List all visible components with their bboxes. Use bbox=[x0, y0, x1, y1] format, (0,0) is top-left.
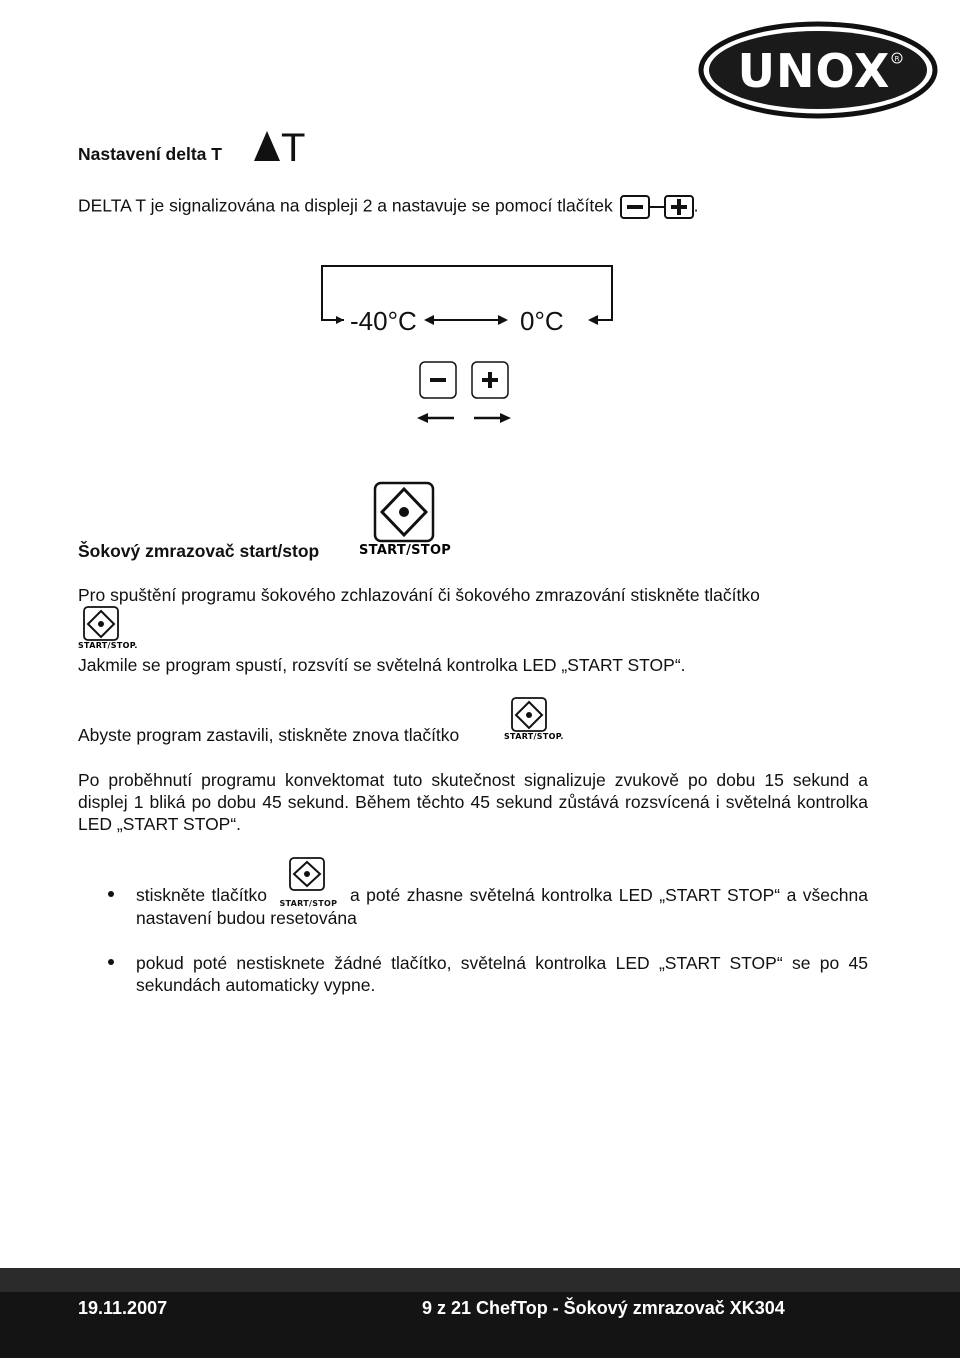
bullet-auto-off bbox=[136, 952, 868, 996]
footer-page-info: 9 z 21 ChefTop - Šokový zmrazovač XK304 bbox=[422, 1298, 785, 1318]
delta-triangle-icon bbox=[254, 131, 280, 161]
bullet-reset-before: stiskněte tlačítko bbox=[136, 885, 267, 905]
footer-date: 19.11.2007 bbox=[78, 1298, 168, 1318]
startstop-heading bbox=[78, 540, 319, 562]
delta-heading bbox=[78, 143, 222, 165]
delta-t-symbol bbox=[250, 125, 310, 165]
unox-logo bbox=[698, 20, 938, 120]
paragraph-start-text: Pro spuštění programu šokového zchlazování či šokového zmrazování stiskněte tlačítko bbox=[78, 585, 760, 605]
minus-plus-buttons-icon bbox=[620, 194, 694, 220]
minus-plus-diagram bbox=[414, 360, 514, 432]
delta-description bbox=[78, 194, 878, 220]
logo-text: UNOX bbox=[737, 44, 891, 98]
paragraph-start bbox=[78, 584, 868, 606]
bullet-reset-after: a poté zhasne světelná kontrolka LED „START STOP“ a všechna nastavení budou resetována bbox=[136, 885, 868, 929]
start-stop-label: START/STOP bbox=[359, 543, 452, 558]
min-temperature: -40°C bbox=[350, 306, 417, 336]
delta-heading-text: Nastavení delta T bbox=[78, 144, 222, 164]
start-stop-bullet-label: START/STOP bbox=[279, 899, 338, 909]
paragraph-finish-text: Po proběhnutí programu konvektomat tuto skutečnost signalizuje zvukově po dobu 15 sekund a displej 1 bliká po dobu 45 sekund. Během těchto 45 sekund zůstává rozsvícená i světelná kontrolka LED „START STOP“. bbox=[78, 770, 868, 834]
delta-description-text: DELTA T je signalizována na displeji 2 a nastavuje se pomocí tlačítek bbox=[78, 195, 613, 216]
bullet-marker bbox=[108, 891, 114, 897]
paragraph-finish bbox=[78, 769, 868, 835]
bullet-marker bbox=[108, 959, 114, 965]
bullet-auto-off-text: pokud poté nestisknete žádné tlačítko, světelná kontrolka LED „START STOP“ se po 45 sekundách automaticky vypne. bbox=[136, 953, 868, 995]
start-stop-inline-label: START/STOP. bbox=[504, 732, 564, 741]
paragraph-stop bbox=[78, 724, 459, 746]
arrow-left-icon bbox=[417, 413, 428, 423]
paragraph-led-on bbox=[78, 654, 868, 676]
max-temperature: 0°C bbox=[520, 306, 564, 336]
start-stop-button-icon bbox=[358, 480, 452, 562]
paragraph-stop-text: Abyste program zastavili, stiskněte znova tlačítko bbox=[78, 725, 460, 745]
svg-text:R: R bbox=[894, 55, 900, 63]
start-stop-small-icon bbox=[78, 606, 138, 650]
arrow-right-icon bbox=[500, 413, 511, 423]
bullet-reset bbox=[136, 884, 868, 929]
start-stop-inline-icon bbox=[502, 697, 562, 743]
delta-description-end: . bbox=[693, 195, 699, 216]
startstop-heading-text: Šokový zmrazovač start/stop bbox=[78, 541, 320, 561]
start-stop-bullet-icon bbox=[277, 885, 339, 907]
start-stop-small-label: START/STOP. bbox=[78, 641, 138, 650]
paragraph-led-on-text: Jakmile se program spustí, rozsvítí se světelná kontrolka LED „START STOP“. bbox=[78, 655, 686, 675]
footer-strip bbox=[0, 1268, 960, 1292]
temperature-range-diagram bbox=[310, 258, 630, 348]
delta-t-letter: T bbox=[281, 126, 306, 165]
